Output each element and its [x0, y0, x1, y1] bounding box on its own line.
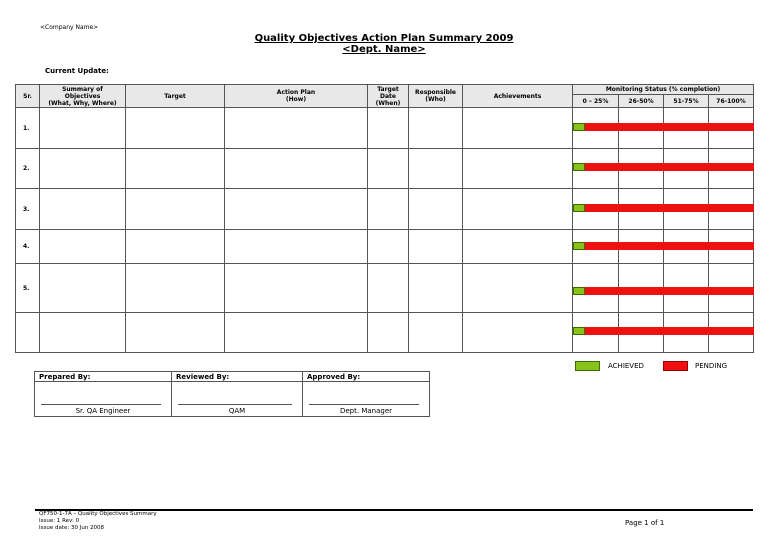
status-cell — [619, 149, 664, 189]
progress-achieved — [573, 242, 585, 250]
page-number: Page 1 of 1 — [625, 519, 665, 527]
row-target[interactable] — [126, 189, 225, 230]
target-date-line: Date — [380, 92, 396, 100]
row-summary[interactable] — [40, 108, 126, 149]
status-cell — [709, 189, 754, 230]
status-cell — [664, 189, 709, 230]
row-sr: 2. — [16, 149, 40, 189]
row-summary[interactable] — [40, 189, 126, 230]
progress-achieved — [573, 123, 585, 131]
summary-line: (What, Why, Where) — [48, 99, 117, 107]
action-plan-line: Action Plan — [276, 89, 316, 96]
row-target[interactable] — [126, 264, 225, 313]
col-header-target: Target — [126, 85, 225, 108]
col-header-monitoring-status: Monitoring Status (% completion) — [573, 85, 754, 95]
legend-achieved-label: ACHIEVED — [608, 362, 644, 370]
row-responsible[interactable] — [409, 189, 463, 230]
status-cell — [709, 108, 754, 149]
progress-achieved — [573, 327, 585, 335]
current-update-label: Current Update: — [45, 67, 109, 75]
row-sr: 3. — [16, 189, 40, 230]
document-title — [0, 33, 768, 55]
range-header: 26-50% — [619, 95, 664, 108]
status-cell — [619, 108, 664, 149]
row-summary[interactable] — [40, 149, 126, 189]
action-plan-line: (How) — [285, 96, 307, 103]
footer-doc: QF750-1-7A – Quality Objectives Summary — [39, 511, 157, 517]
footer-issue: Issue: 1 Rev: 0 — [39, 518, 80, 524]
status-cell — [619, 313, 664, 353]
col-header-responsible — [409, 85, 463, 108]
status-cell — [573, 108, 619, 149]
legend-pending-label: PENDING — [695, 362, 727, 370]
status-cell — [664, 264, 709, 313]
row-target-date[interactable] — [368, 230, 409, 264]
row-achievements[interactable] — [463, 230, 573, 264]
row-target-date[interactable] — [368, 264, 409, 313]
col-header-sr: Sr. — [16, 85, 40, 108]
row-responsible[interactable] — [409, 149, 463, 189]
row-target[interactable] — [126, 230, 225, 264]
status-cell — [619, 230, 664, 264]
progress-achieved — [573, 287, 585, 295]
row-responsible[interactable] — [409, 230, 463, 264]
row-target-date[interactable] — [368, 313, 409, 353]
progress-achieved — [573, 163, 585, 171]
dept-name: <Dept. Name> — [342, 44, 426, 55]
row-action-plan[interactable] — [225, 313, 368, 353]
approved-by-label: Approved By: — [303, 372, 430, 382]
col-header-action-plan — [225, 85, 368, 108]
row-achievements[interactable] — [463, 264, 573, 313]
prepared-by-label: Prepared By: — [35, 372, 172, 382]
action-plan-table — [15, 84, 754, 353]
approved-signature — [303, 382, 430, 417]
status-cell — [573, 264, 619, 313]
range-header: 51-75% — [664, 95, 709, 108]
col-header-summary — [40, 85, 126, 108]
responsible-line: (Who) — [425, 96, 446, 103]
status-cell — [664, 149, 709, 189]
footer-info — [39, 511, 157, 532]
row-sr: 1. — [16, 108, 40, 149]
row-responsible[interactable] — [409, 264, 463, 313]
col-header-target-date — [368, 85, 409, 108]
row-summary[interactable] — [40, 313, 126, 353]
row-target-date[interactable] — [368, 149, 409, 189]
status-cell — [573, 149, 619, 189]
table-row — [16, 230, 754, 264]
summary-line: Summary of — [62, 85, 103, 93]
target-date-line: Target — [377, 85, 399, 93]
table-row — [16, 149, 754, 189]
status-cell — [573, 313, 619, 353]
status-cell — [709, 313, 754, 353]
row-summary[interactable] — [40, 264, 126, 313]
title-line: Quality Objectives Action Plan Summary 2009 — [254, 33, 514, 44]
row-action-plan[interactable] — [225, 230, 368, 264]
prepared-signature — [35, 382, 172, 417]
reviewed-name: QAM — [228, 407, 246, 415]
status-cell — [709, 264, 754, 313]
row-achievements[interactable] — [463, 108, 573, 149]
approved-name: Dept. Manager — [339, 407, 393, 415]
reviewed-by-label: Reviewed By: — [172, 372, 303, 382]
prepared-name: Sr. QA Engineer — [75, 407, 131, 415]
table-row — [16, 189, 754, 230]
row-target[interactable] — [126, 313, 225, 353]
signoff-table — [34, 371, 430, 417]
reviewed-signature — [172, 382, 303, 417]
status-cell — [573, 230, 619, 264]
row-action-plan[interactable] — [225, 108, 368, 149]
row-target-date[interactable] — [368, 108, 409, 149]
status-cell — [664, 313, 709, 353]
row-target-date[interactable] — [368, 189, 409, 230]
legend-pending-swatch — [663, 361, 688, 371]
status-cell — [573, 189, 619, 230]
table-row — [16, 264, 754, 313]
row-action-plan[interactable] — [225, 149, 368, 189]
status-cell — [664, 230, 709, 264]
row-achievements[interactable] — [463, 149, 573, 189]
row-action-plan[interactable] — [225, 264, 368, 313]
status-cell — [619, 189, 664, 230]
range-header: 0 – 25% — [573, 95, 619, 108]
row-sr: 4. — [16, 230, 40, 264]
row-achievements[interactable] — [463, 313, 573, 353]
table-row — [16, 108, 754, 149]
row-responsible[interactable] — [409, 108, 463, 149]
col-header-achievements: Achievements — [463, 85, 573, 108]
row-summary[interactable] — [40, 230, 126, 264]
status-cell — [709, 149, 754, 189]
row-sr — [16, 313, 40, 353]
status-cell — [709, 230, 754, 264]
row-responsible[interactable] — [409, 313, 463, 353]
row-action-plan[interactable] — [225, 189, 368, 230]
row-achievements[interactable] — [463, 189, 573, 230]
status-cell — [664, 108, 709, 149]
responsible-line: Responsible — [415, 89, 456, 96]
table-row — [16, 313, 754, 353]
progress-achieved — [573, 204, 585, 212]
footer-issue-date: Issue date: 30 Jun 2008 — [39, 525, 105, 531]
status-cell — [619, 264, 664, 313]
summary-line: Objectives — [64, 92, 101, 100]
legend-achieved-swatch — [575, 361, 600, 371]
company-name: <Company Name> — [40, 24, 99, 31]
target-date-line: (When) — [375, 99, 401, 107]
row-target[interactable] — [126, 108, 225, 149]
range-header: 76-100% — [709, 95, 754, 108]
row-target[interactable] — [126, 149, 225, 189]
row-sr: 5. — [16, 264, 40, 313]
